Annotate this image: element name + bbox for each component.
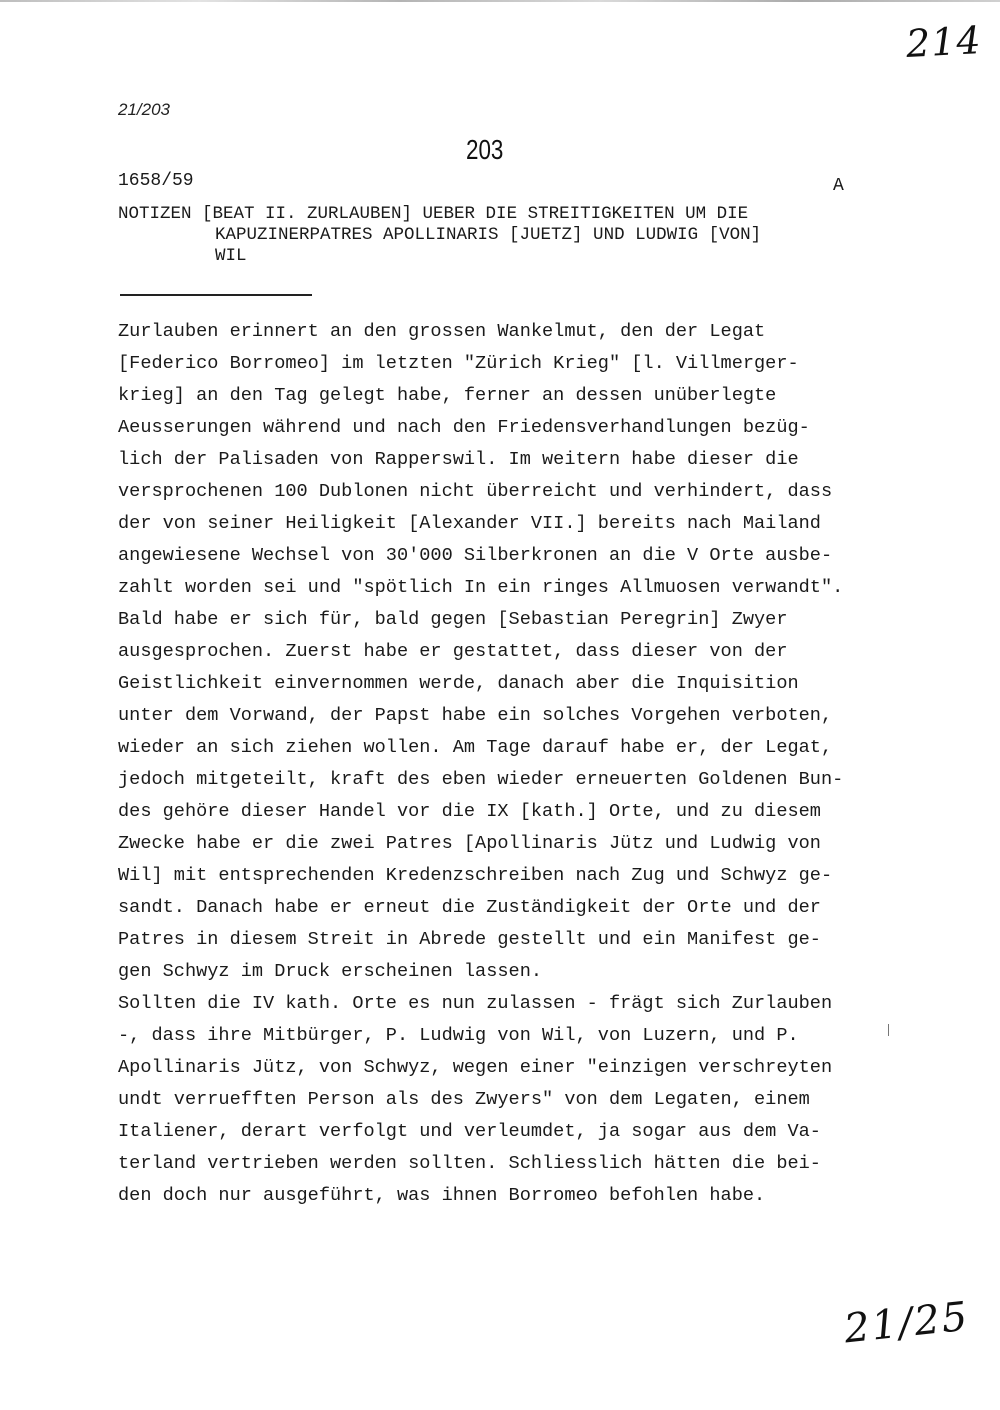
body-line: Aeusserungen während und nach den Friedensverhandlungen bezüg- xyxy=(118,417,810,438)
body-line: Apollinaris Jütz, von Schwyz, wegen einer "einzigen verschreyten xyxy=(118,1057,833,1078)
body-line: terland vertrieben werden sollten. Schliesslich hätten die bei- xyxy=(118,1153,821,1174)
body-text xyxy=(118,316,908,1212)
body-line: den doch nur ausgeführt, was ihnen Borromeo befohlen habe. xyxy=(118,1185,766,1206)
body-line: des gehöre dieser Handel vor die IX [kath.] Orte, und zu diesem xyxy=(118,801,821,822)
body-line: Patres in diesem Streit in Abrede gestellt und ein Manifest ge- xyxy=(118,929,821,950)
document-date: 1658/59 xyxy=(118,171,194,191)
body-line: jedoch mitgeteilt, kraft des eben wieder erneuerten Goldenen Bun- xyxy=(118,769,844,790)
document-heading xyxy=(118,204,878,267)
body-line: unter dem Vorwand, der Papst habe ein solches Vorgehen verboten, xyxy=(118,705,833,726)
body-line: Zwecke habe er die zwei Patres [Apollinaris Jütz und Ludwig von xyxy=(118,833,821,854)
page-number: 203 xyxy=(466,134,504,165)
archive-reference: 21/203 xyxy=(118,100,170,119)
body-line: wieder an sich ziehen wollen. Am Tage darauf habe er, der Legat, xyxy=(118,737,833,758)
body-line: [Federico Borromeo] im letzten "Zürich Krieg" [l. Villmerger- xyxy=(118,353,799,374)
category-letter: A xyxy=(833,176,844,196)
body-line: versprochenen 100 Dublonen nicht überreicht und verhindert, dass xyxy=(118,481,833,502)
heading-line-1: NOTIZEN [BEAT II. ZURLAUBEN] UEBER DIE STREITIGKEITEN UM DIE xyxy=(118,204,749,224)
heading-line-3: WIL xyxy=(215,246,247,266)
body-line: lich der Palisaden von Rapperswil. Im weitern habe dieser die xyxy=(118,449,799,470)
handwritten-archive-mark: 21/25 xyxy=(841,1293,972,1353)
body-line: angewiesene Wechsel von 30'000 Silberkronen an die V Orte ausbe- xyxy=(118,545,833,566)
body-line: ausgesprochen. Zuerst habe er gestattet, dass dieser von der xyxy=(118,641,788,662)
body-line: sandt. Danach habe er erneut die Zuständigkeit der Orte und der xyxy=(118,897,821,918)
body-line: Geistlichkeit einvernommen werde, danach aber die Inquisition xyxy=(118,673,799,694)
body-line: -, dass ihre Mitbürger, P. Ludwig von Wil, von Luzern, und P. xyxy=(118,1025,799,1046)
body-line: gen Schwyz im Druck erscheinen lassen. xyxy=(118,961,543,982)
handwritten-folio-number: 214 xyxy=(904,18,983,66)
heading-line-2: KAPUZINERPATRES APOLLINARIS [JUETZ] UND LUDWIG [VON] xyxy=(215,225,762,245)
margin-mark xyxy=(888,1024,889,1036)
body-line: undt verruefften Person als des Zwyers" von dem Legaten, einem xyxy=(118,1089,810,1110)
body-line: Italiener, derart verfolgt und verleumdet, ja sogar aus dem Va- xyxy=(118,1121,821,1142)
body-line: der von seiner Heiligkeit [Alexander VII.] bereits nach Mailand xyxy=(118,513,821,534)
heading-underline xyxy=(120,294,312,296)
body-line: krieg] an den Tag gelegt habe, ferner an dessen unüberlegte xyxy=(118,385,777,406)
body-line: Wil] mit entsprechenden Kredenzschreiben nach Zug und Schwyz ge- xyxy=(118,865,833,886)
body-line: Zurlauben erinnert an den grossen Wankelmut, den der Legat xyxy=(118,321,766,342)
body-line: Bald habe er sich für, bald gegen [Sebastian Peregrin] Zwyer xyxy=(118,609,788,630)
body-line: zahlt worden sei und "spötlich In ein ringes Allmuosen verwandt". xyxy=(118,577,844,598)
scan-edge-artifact xyxy=(0,0,1000,2)
body-line: Sollten die IV kath. Orte es nun zulassen - frägt sich Zurlauben xyxy=(118,993,833,1014)
